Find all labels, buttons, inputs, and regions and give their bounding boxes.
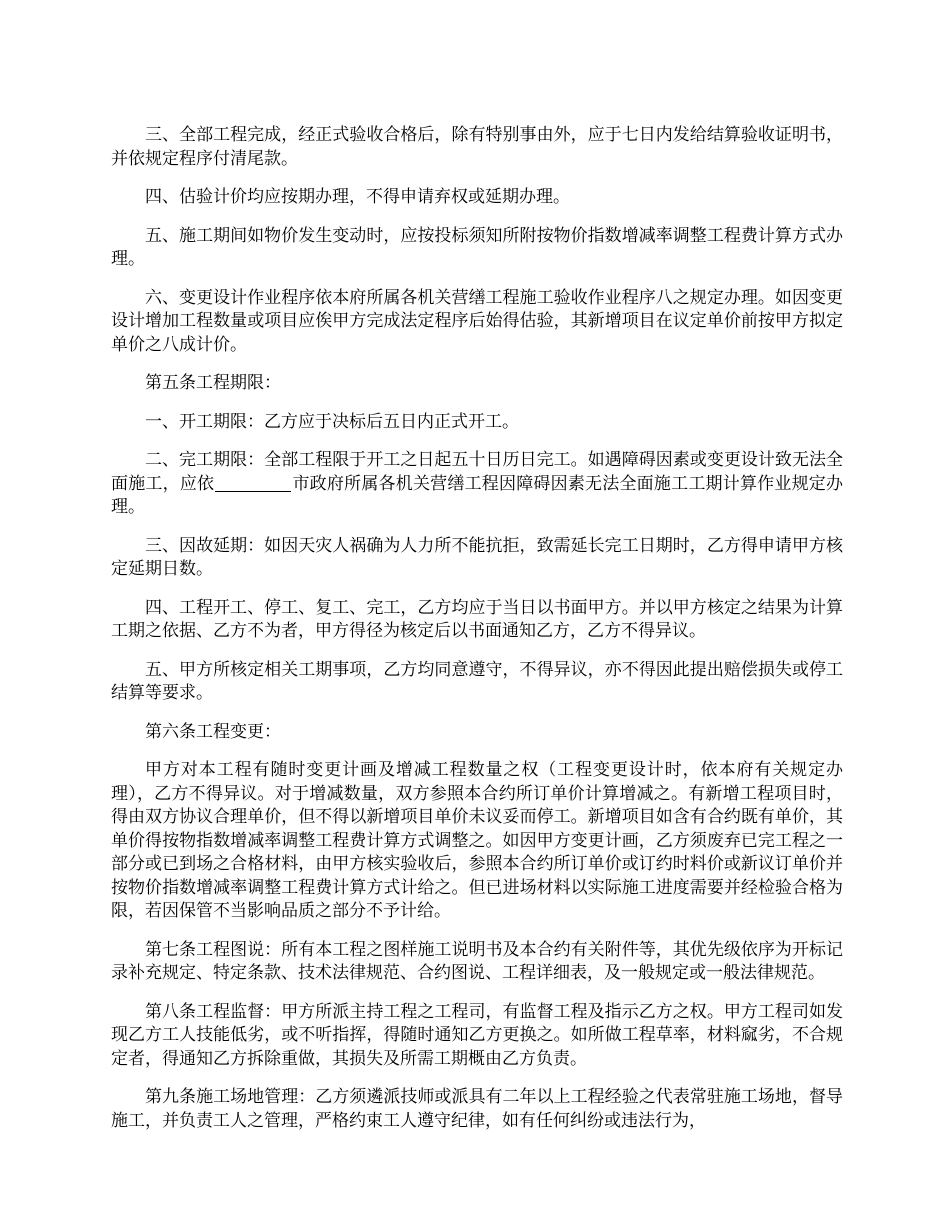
completion-text-before: 二、完工期限：全部工程限于开工之日起五十日历日完工。如遇障碍因素或变更设计致无法全面施工，应依	[111, 450, 843, 494]
article-8-supervision: 第八条工程监督：甲方所派主持工程之工程司，有监督工程及指示乙方之权。甲方工程司如发现乙方工人技能低劣，或不听指挥，得随时通知乙方更换之。如所做工程草率，材料窳劣，不合规定者，得通知乙方拆除重做，其损失及所需工期概由乙方负责。	[111, 1001, 843, 1069]
paragraph-delay: 三、因故延期：如因天灾人祸确为人力所不能抗拒，致需延长完工日期时，乙方得申请甲方核定延期日数。	[111, 535, 843, 579]
paragraph-start-deadline: 一、开工期限：乙方应于决标后五日内正式开工。	[145, 411, 519, 432]
paragraph-schedule-compliance: 五、甲方所核定相关工期事项，乙方均同意遵守，不得异议，亦不得因此提出赔偿损失或停工结算等要求。	[111, 659, 843, 703]
article-7-drawings: 第七条工程图说：所有本工程之图样施工说明书及本合约有关附件等，其优先级依序为开标记录补充规定、特定条款、技术法律规范、合约图说、工程详细表，及一般规定或一般法律规范。	[111, 939, 843, 983]
paragraph-engineering-change: 甲方对本工程有随时变更计画及增减工程数量之权（工程变更设计时，依本府有关规定办理），乙方不得异议。对于增减数量，双方参照本合约所订单价计算增减之。有新增工程项目时，得由双方协议合理单价，但不得以新增项目单价未议妥而停工。新增项目如含有合约既有单价，其单价得按物指数增减率调整工程费计算方式调整之。如因甲方变更计画，乙方须废弃已完工程之一部分或已到场之合格材料，由甲方核实验收后，参照本合约所订单价或订约时料价或新议订单价并按物价指数增减率调整工程费计算方式计给之。但已进场材料以实际施工进度需要并经检验合格为限，若因保管不当影响品质之部分不予计给。	[111, 760, 843, 921]
article-9-site-management: 第九条施工场地管理：乙方须遴派技师或派具有二年以上工程经验之代表常驻施工场地，督导施工，并负责工人之管理，严格约束工人遵守纪律，如有任何纠纷或违法行为，	[111, 1087, 843, 1131]
paragraph-valuation: 四、估验计价均应按期办理，不得申请弃权或延期办理。	[145, 187, 570, 207]
paragraph-final-payment: 三、全部工程完成，经正式验收合格后，除有特别事由外，应于七日内发给结算验收证明书，并依规定程序付清尾款。	[111, 125, 843, 169]
article-5-heading: 第五条工程期限：	[145, 373, 281, 393]
fill-in-blank	[215, 474, 291, 492]
paragraph-work-notification: 四、工程开工、停工、复工、完工，乙方均应于当日以书面甲方。并以甲方核定之结果为计算工期之依据、乙方不为者，甲方得径为核定后以书面通知乙方，乙方不得异议。	[111, 597, 843, 641]
paragraph-price-change: 五、施工期间如物价发生变动时，应按投标须知所附按物价指数增减率调整工程费计算方式办理。	[111, 225, 843, 269]
document-body	[111, 124, 843, 1148]
paragraph-completion-deadline	[111, 449, 843, 520]
completion-text-after: 市政府所属各机关营缮工程因障碍因素无法全面施工工期计算作业规定办理。	[111, 473, 844, 517]
article-6-heading: 第六条工程变更：	[145, 721, 281, 742]
paragraph-design-change: 六、变更设计作业程序依本府所属各机关营缮工程施工验收作业程序八之规定办理。如因变更设计增加工程数量或项目应俟甲方完成法定程序后始得估验，其新增项目在议定单价前按甲方拟定单价之八成计价。	[111, 287, 843, 355]
